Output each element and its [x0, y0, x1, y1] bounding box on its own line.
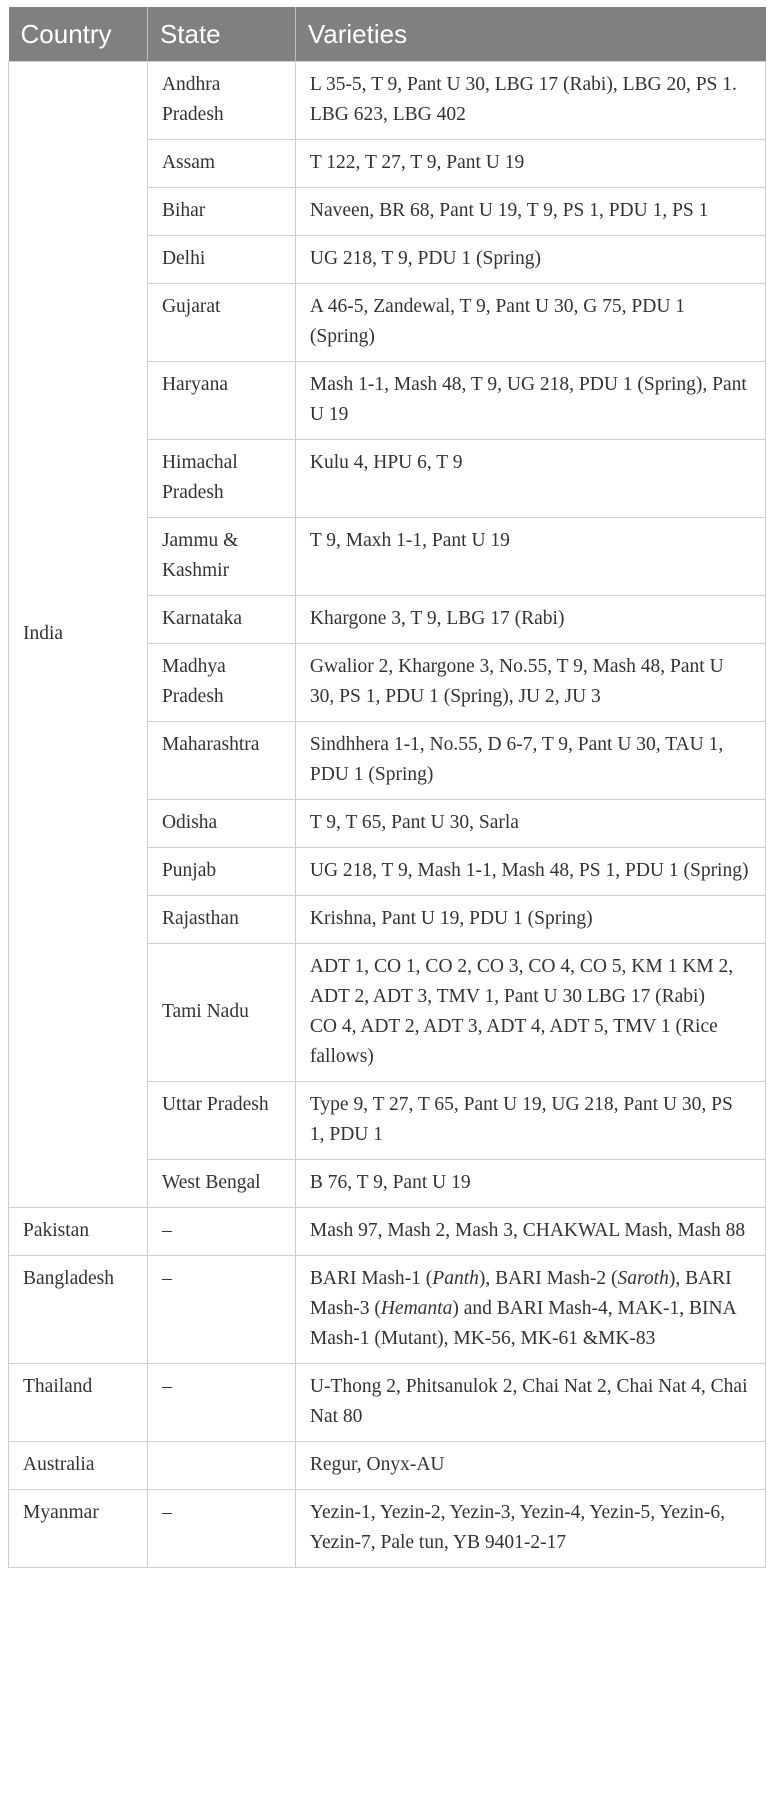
state-cell: Bihar [147, 188, 295, 236]
table-row [9, 1442, 766, 1490]
varieties-cell: Krishna, Pant U 19, PDU 1 (Spring) [295, 896, 765, 944]
state-cell: West Bengal [147, 1160, 295, 1208]
varieties-text: ), BARI Mash-2 ( [478, 1268, 618, 1289]
country-cell: Myanmar [9, 1490, 148, 1568]
state-cell: Madhya Pradesh [147, 644, 295, 722]
varieties-cell: T 9, Maxh 1-1, Pant U 19 [295, 518, 765, 596]
varieties-italic: Hemanta [380, 1298, 453, 1319]
state-cell: Punjab [147, 848, 295, 896]
varieties-cell: Mash 1-1, Mash 48, T 9, UG 218, PDU 1 (Spring), Pant U 19 [295, 362, 765, 440]
varieties-cell [295, 1256, 765, 1364]
state-cell: Gujarat [147, 284, 295, 362]
varieties-cell: Regur, Onyx-AU [295, 1442, 765, 1490]
table-row [9, 1364, 766, 1442]
state-cell: Andhra Pradesh [147, 62, 295, 140]
table-row [9, 62, 766, 140]
state-cell [147, 1442, 295, 1490]
varieties-text: BARI Mash-1 ( [309, 1268, 433, 1289]
varieties-text: ), BARI Mash-3 ( [309, 1268, 732, 1319]
table-row [9, 1490, 766, 1568]
varieties-italic: Panth [432, 1268, 479, 1289]
state-cell: Assam [147, 140, 295, 188]
state-cell: Himachal Pradesh [147, 440, 295, 518]
varieties-cell: Kulu 4, HPU 6, T 9 [295, 440, 765, 518]
state-cell: Delhi [147, 236, 295, 284]
country-cell: Thailand [9, 1364, 148, 1442]
varieties-cell [295, 944, 765, 1082]
header-row [9, 7, 766, 62]
state-cell: Jammu & Kashmir [147, 518, 295, 596]
varieties-cell: L 35-5, T 9, Pant U 30, LBG 17 (Rabi), LBG 20, PS 1. LBG 623, LBG 402 [295, 62, 765, 140]
varieties-cell: UG 218, T 9, Mash 1-1, Mash 48, PS 1, PDU 1 (Spring) [295, 848, 765, 896]
varieties-cell: B 76, T 9, Pant U 19 [295, 1160, 765, 1208]
header-varieties: Varieties [295, 7, 765, 62]
varieties-text: ) and BARI Mash-4, MAK-1, BINA Mash-1 (Mutant), MK-56, MK-61 &MK-83 [309, 1298, 736, 1349]
state-cell: Rajasthan [147, 896, 295, 944]
state-cell: Karnataka [147, 596, 295, 644]
country-cell: Bangladesh [9, 1256, 148, 1364]
country-cell: India [9, 62, 148, 1208]
state-cell: – [147, 1490, 295, 1568]
varieties-cell: Gwalior 2, Khargone 3, No.55, T 9, Mash 48, Pant U 30, PS 1, PDU 1 (Spring), JU 2, JU 3 [295, 644, 765, 722]
table-row [9, 1208, 766, 1256]
state-cell: Uttar Pradesh [147, 1082, 295, 1160]
country-cell: Australia [9, 1442, 148, 1490]
varieties-cell: Type 9, T 27, T 65, Pant U 19, UG 218, Pant U 30, PS 1, PDU 1 [295, 1082, 765, 1160]
varieties-cell: Mash 97, Mash 2, Mash 3, CHAKWAL Mash, Mash 88 [295, 1208, 765, 1256]
varieties-cell: U-Thong 2, Phitsanulok 2, Chai Nat 2, Chai Nat 4, Chai Nat 80 [295, 1364, 765, 1442]
varieties-cell: T 9, T 65, Pant U 30, Sarla [295, 800, 765, 848]
state-cell: – [147, 1208, 295, 1256]
state-cell: Odisha [147, 800, 295, 848]
varieties-cell: T 122, T 27, T 9, Pant U 19 [295, 140, 765, 188]
state-cell: Haryana [147, 362, 295, 440]
state-cell: Maharashtra [147, 722, 295, 800]
varieties-line: CO 4, ADT 2, ADT 3, ADT 4, ADT 5, TMV 1 (Rice fallows) [309, 1016, 718, 1067]
varieties-cell: Yezin-1, Yezin-2, Yezin-3, Yezin-4, Yezin-5, Yezin-6, Yezin-7, Pale tun, YB 9401-2-17 [295, 1490, 765, 1568]
state-cell: – [147, 1256, 295, 1364]
state-cell: – [147, 1364, 295, 1442]
varieties-line: ADT 1, CO 1, CO 2, CO 3, CO 4, CO 5, KM 1 KM 2, ADT 2, ADT 3, TMV 1, Pant U 30 LBG 17 (Rabi) [309, 956, 734, 1007]
varieties-cell: A 46-5, Zandewal, T 9, Pant U 30, G 75, PDU 1 (Spring) [295, 284, 765, 362]
varieties-cell: UG 218, T 9, PDU 1 (Spring) [295, 236, 765, 284]
state-cell: Tami Nadu [147, 944, 295, 1082]
varieties-cell: Sindhhera 1-1, No.55, D 6-7, T 9, Pant U 30, TAU 1, PDU 1 (Spring) [295, 722, 765, 800]
country-cell: Pakistan [9, 1208, 148, 1256]
header-state: State [147, 7, 295, 62]
varieties-italic: Saroth [617, 1268, 669, 1289]
table-row [9, 1256, 766, 1364]
varieties-cell: Naveen, BR 68, Pant U 19, T 9, PS 1, PDU 1, PS 1 [295, 188, 765, 236]
varieties-table [8, 7, 766, 1568]
varieties-cell: Khargone 3, T 9, LBG 17 (Rabi) [295, 596, 765, 644]
header-country: Country [9, 7, 148, 62]
